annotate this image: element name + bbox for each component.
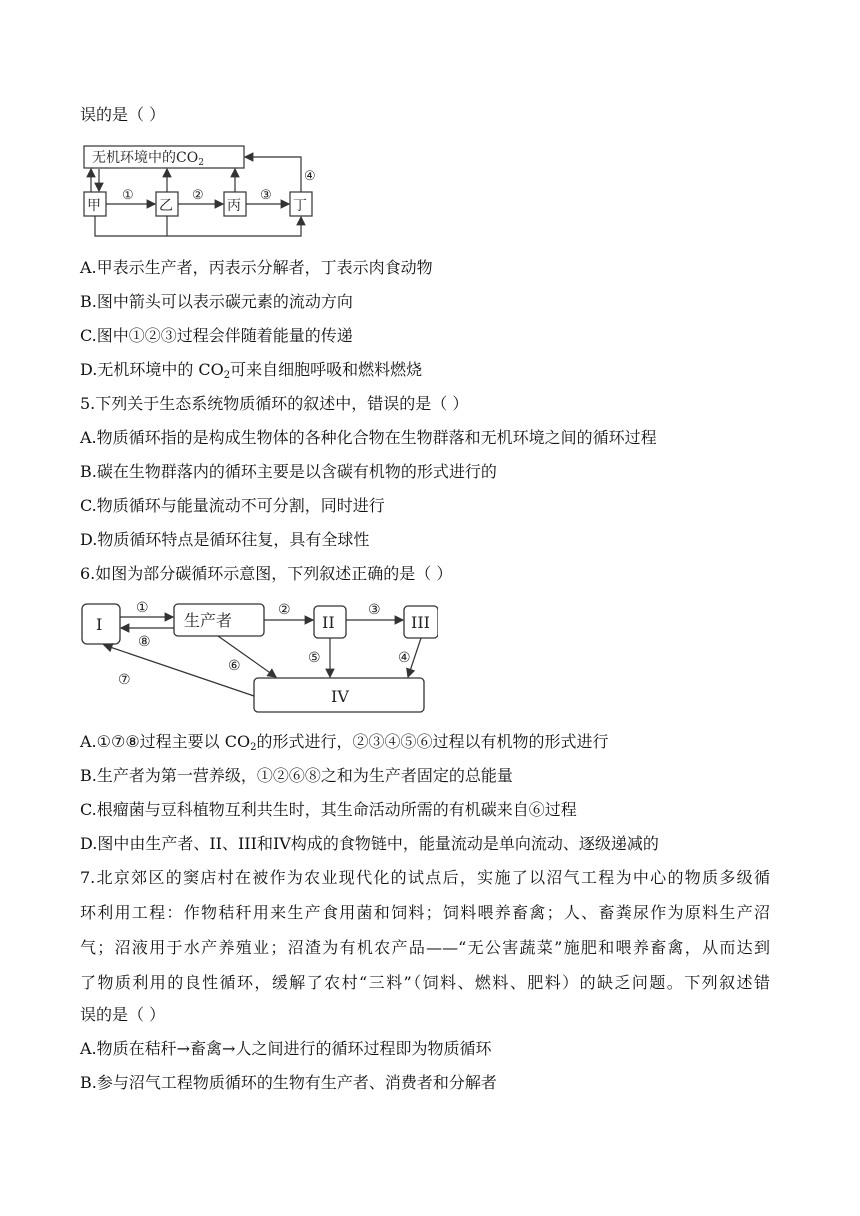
fig2-node-I: I (96, 615, 103, 634)
fig2-node-II: II (322, 613, 335, 632)
fig1-arrow-4-label: ④ (304, 169, 316, 184)
fig1-node-yi: 乙 (159, 198, 173, 214)
question-7-stem-line-4: 了物质利用的良性循环，缓解了农村“三料”（饲料、燃料、肥料）的缺乏问题。下列叙述错 (80, 973, 770, 992)
question-7-stem-line-3: 气；沼液用于水产养殖业；沼渣为有机农产品——“无公害蔬菜”施肥和喂养畜禽，从而达到 (80, 938, 770, 957)
fig2-node-III: III (411, 613, 430, 632)
question-5-stem: 5.下列关于生态系统物质循环的叙述中，错误的是（ ） (80, 394, 469, 413)
q5-option-d: D.物质循环特点是循环往复，具有全球性 (80, 530, 370, 549)
q7-option-b: B.参与沼气工程物质循环的生物有生产者、消费者和分解者 (80, 1073, 497, 1092)
question-7-stem-line-5: 误的是（ ） (80, 1005, 166, 1024)
fig1-arrow-1-label: ① (122, 188, 134, 203)
fig1-node-jia: 甲 (87, 198, 101, 214)
fig1-node-ding: 丁 (293, 198, 307, 214)
fig1-arrow-3-label: ③ (260, 188, 272, 203)
q4-option-c: C.图中①②③过程会伴随着能量的传递 (80, 326, 353, 345)
fig2-node-IV: IV (331, 687, 349, 706)
fig2-arrow-1-label: ① (136, 600, 149, 616)
q4-option-a: A.甲表示生产者，丙表示分解者，丁表示肉食动物 (80, 258, 433, 277)
carbon-cycle-diagram-2 (78, 596, 438, 718)
fig1-top-box-label: 无机环境中的$CO_2$ (92, 150, 204, 168)
q6-option-c: C.根瘤菌与豆科植物互利共生时，其生命活动所需的有机碳来自⑥过程 (80, 800, 577, 819)
q6-option-a: A.①⑦⑧过程主要以 $CO_2$的形式进行，②③④⑤⑥过程以有机物的形式进行 (80, 732, 609, 753)
question-7-stem-line-2: 环利用工程：作物秸秆用来生产食用菌和饲料；饲料喂养畜禽；人、畜粪尿作为原料生产沼 (80, 903, 770, 922)
q4-option-b: B.图中箭头可以表示碳元素的流动方向 (80, 292, 353, 311)
fig2-arrow-8-label: ⑧ (138, 634, 151, 650)
fig1-node-bing: 丙 (227, 198, 241, 214)
carbon-cycle-diagram-1 (78, 140, 328, 242)
q5-option-c: C.物质循环与能量流动不可分割，同时进行 (80, 496, 385, 515)
q4-option-d: D.无机环境中的 $CO_2$可来自细胞呼吸和燃料燃烧 (80, 360, 423, 381)
q5-option-a: A.物质循环指的是构成生物体的各种化合物在生物群落和无机环境之间的循环过程 (80, 428, 657, 447)
fig2-arrow-6-label: ⑥ (228, 658, 241, 674)
fig2-arrow-4-label: ④ (398, 650, 411, 666)
q6-option-b: B.生产者为第一营养级，①②⑥⑧之和为生产者固定的总能量 (80, 766, 513, 785)
fig1-arrow-2-label: ② (192, 188, 204, 203)
q5-option-b: B.碳在生物群落内的循环主要是以含碳有机物的形式进行的 (80, 462, 497, 481)
fig2-arrow-5-label: ⑤ (308, 650, 321, 666)
question-7-stem-line-1: 7.北京郊区的窦店村在被作为农业现代化的试点后，实施了以沼气工程为中心的物质多级循 (80, 868, 770, 887)
q6-option-d: D.图中由生产者、II、III和IV构成的食物链中，能量流动是单向流动、逐级递减的 (80, 834, 659, 853)
question-6-stem: 6.如图为部分碳循环示意图，下列叙述正确的是（ ） (80, 564, 453, 583)
fig2-arrow-2-label: ② (278, 602, 291, 618)
q7-option-a: A.物质在秸秆→畜禽→人之间进行的循环过程即为物质循环 (80, 1039, 492, 1058)
fig2-arrow-3-label: ③ (368, 602, 381, 618)
fig2-node-producer: 生产者 (184, 611, 233, 630)
question-4-stem-tail: 误的是（ ） (80, 105, 166, 124)
fig2-arrow-7-label: ⑦ (118, 672, 131, 688)
